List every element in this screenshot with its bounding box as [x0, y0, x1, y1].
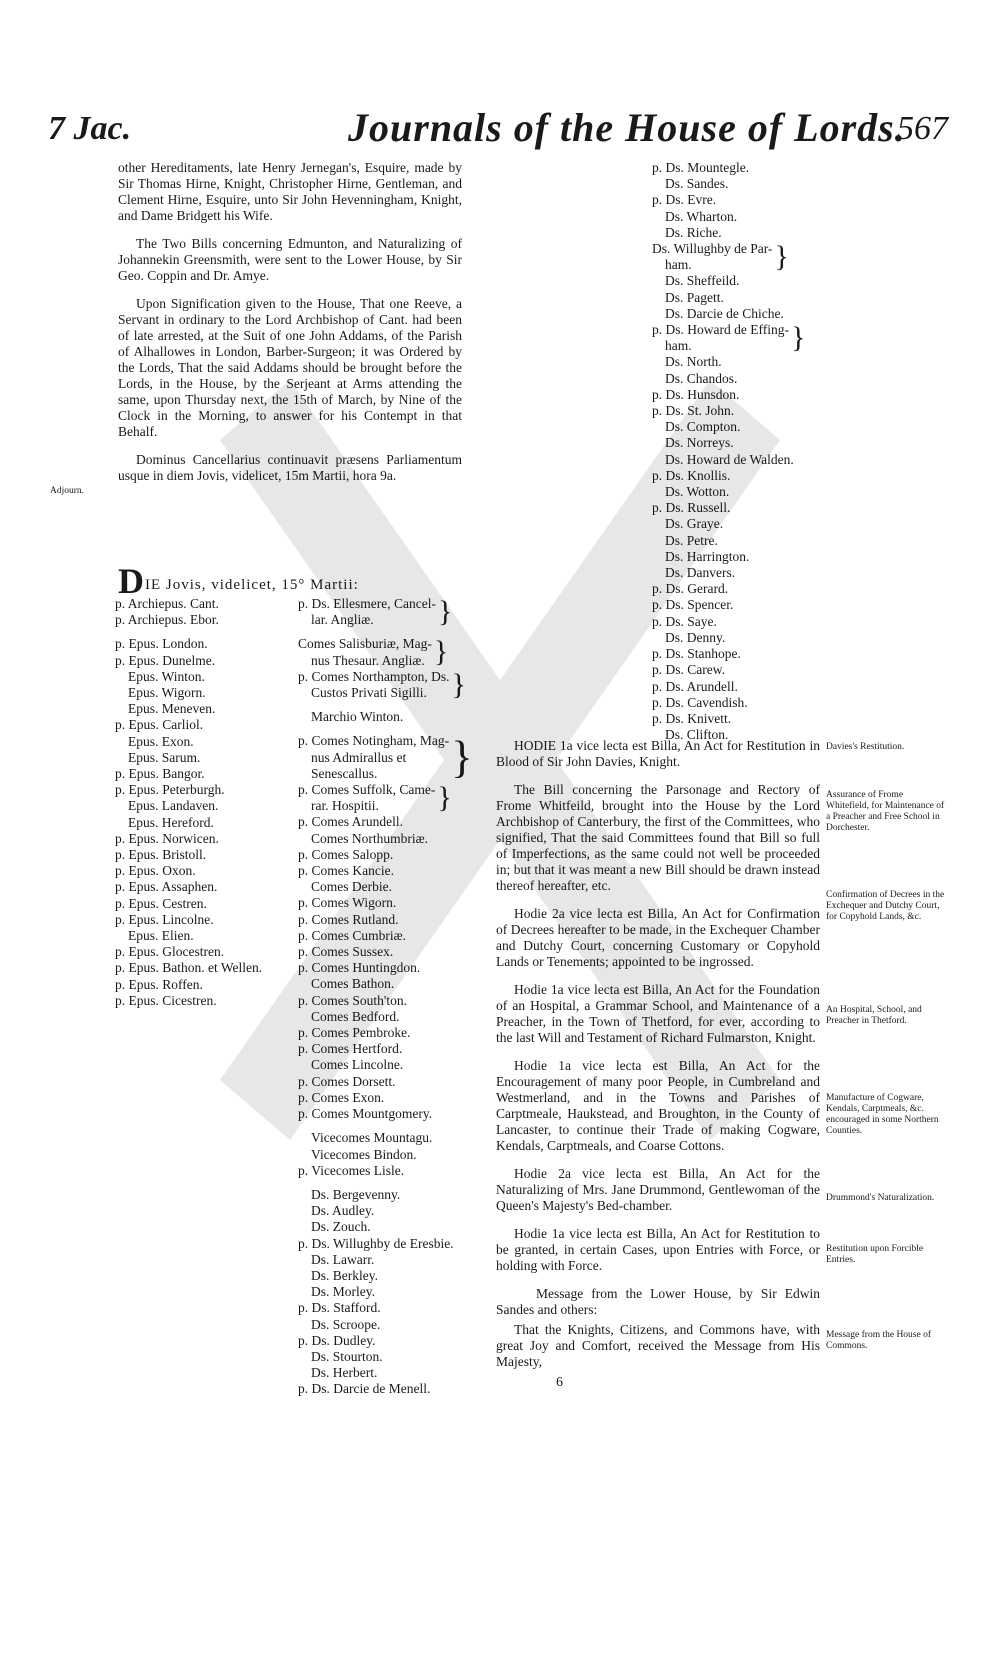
attendance-entry: p. Comes Kancie.	[298, 863, 394, 879]
attendance-entry: Epus. Sarum.	[128, 749, 201, 765]
attendance-entry: Ds. Norreys.	[665, 435, 734, 451]
attendance-entry: Comes Northumbriæ.	[311, 830, 428, 846]
attendance-entry: Ds. Zouch.	[311, 1219, 371, 1235]
attendance-entry: Ds. Riche.	[665, 224, 722, 240]
attendance-entry: p. Epus. Bathon. et Wellen.	[115, 960, 263, 976]
attendance-entry: Comes Bedford.	[311, 1008, 400, 1024]
attendance-entry: p. Ds. Stanhope.	[652, 646, 741, 662]
attendance-entry: Ds. Pagett.	[665, 289, 724, 305]
header-title: Journals of the House of Lords.	[348, 105, 906, 150]
attendance-entry: p. Comes Huntingdon.	[298, 960, 421, 976]
attendance-entry: p. Ds. Cavendish.	[652, 694, 748, 710]
attendance-entry: p. Comes Mountgomery.	[298, 1106, 433, 1122]
attendance-entry: p. Comes Wigorn.	[298, 895, 397, 911]
attendance-entry: p. Vicecomes Lisle.	[298, 1162, 405, 1178]
attendance-entry: p. Epus. Lincolne.	[115, 911, 214, 927]
attendance-entry: p. Epus. Carliol.	[115, 717, 204, 733]
paragraph-davies: HODIE 1a vice lecta est Billa, An Act for Restitution in Blood of Sir John Davies, Knight.	[496, 738, 820, 769]
attendance-entry: Ds. Danvers.	[665, 565, 736, 581]
attendance-entry: p. Ds. Knivett.	[652, 710, 732, 726]
attendance-entry: Ds. Graye.	[665, 516, 724, 532]
attendance-entry: p. Comes Dorsett.	[298, 1073, 396, 1089]
attendance-entry: Ds. Denny.	[665, 629, 726, 645]
attendance-entry: Epus. Meneven.	[128, 701, 216, 717]
attendance-list-lords	[298, 596, 473, 1398]
attendance-entry: p. Archiepus. Cant.	[115, 596, 219, 611]
paragraph-restitution: Hodie 1a vice lecta est Billa, An Act for Restitution to be granted, in certain Cases, upon Entries with Force, or holding with Force.	[496, 1226, 820, 1273]
attendance-entry: Ds. Darcie de Chiche.	[665, 305, 784, 321]
header-regnal-year: 7 Jac.	[48, 110, 132, 147]
attendance-entry: p. Ds. Willughby de Eresbie.	[298, 1235, 454, 1251]
attendance-entry: p. Ds. Saye.	[652, 613, 717, 629]
attendance-entry: p. Epus. Cicestren.	[115, 992, 217, 1008]
attendance-entry: p. Ds. Howard de Effing- ham. }	[652, 321, 806, 355]
attendance-entry: p. Comes Exon.	[298, 1089, 385, 1105]
paragraph-thetford: Hodie 1a vice lecta est Billa, An Act for the Foundation of an Hospital, a Grammar School, and Maintenance of a Preacher, in the Town of Thetford, for ever, according to the last Will and Testament of Richard Fulmarston, Knight.	[496, 982, 820, 1045]
attendance-entry: Ds. Berkley.	[311, 1267, 378, 1283]
attendance-list-bishops	[115, 596, 262, 1009]
attendance-entry: Marchio Winton.	[311, 709, 404, 725]
attendance-entry: Epus. Hereford.	[128, 814, 214, 830]
attendance-entry: p. Epus. Bangor.	[115, 766, 205, 782]
attendance-entry: p. Epus. Glocestren.	[115, 944, 225, 960]
attendance-list-barons	[652, 160, 805, 743]
attendance-entry: p. Ds. Mountegle.	[652, 160, 750, 175]
attendance-entry: Comes Salisburiæ, Mag- nus Thesaur. Angliæ. }	[298, 635, 449, 669]
attendance-entry: p. Ds. Darcie de Menell.	[298, 1381, 431, 1397]
side-note-commons: Message from the House of Commons.	[826, 1330, 932, 1351]
attendance-entry: p. Epus. Roffen.	[115, 976, 203, 992]
side-note-restitution: Restitution upon Forcible Entries.	[826, 1244, 924, 1265]
attendance-entry: Epus. Exon.	[128, 733, 194, 749]
attendance-entry: Ds. Harrington.	[665, 548, 750, 564]
attendance-entry: p. Comes Suffolk, Came- rar. Hospitii. }	[298, 781, 452, 815]
side-note-cogware: Manufacture of Cogware, Kendals, Carptmeals, &c. encouraged in some Northern Counties.	[826, 1093, 939, 1136]
left-text-block	[118, 160, 462, 496]
paragraph-message: Message from the Lower House, by Sir Edwin Sandes and others:	[496, 1286, 820, 1317]
attendance-entry: Epus. Winton.	[128, 668, 205, 684]
attendance-entry: p. Comes Salopp.	[298, 846, 394, 862]
attendance-entry: Ds. Willughby de Par- ham. }	[652, 240, 789, 274]
attendance-entry: p. Epus. Norwicen.	[115, 830, 219, 846]
attendance-entry: Ds. Sheffeild.	[665, 273, 740, 289]
attendance-entry: p. Ds. Arundell.	[652, 678, 738, 694]
side-note-davies: Davies's Restitution.	[826, 742, 905, 752]
attendance-entry: Ds. Scroope.	[311, 1316, 381, 1332]
attendance-entry: Ds. Lawarr.	[311, 1251, 375, 1267]
paragraph-cogware: Hodie 1a vice lecta est Billa, An Act for the Encouragement of many poor People, in Cumbreland and Westmerland, and in the Towns and Parishes of Carptmeale, Haukstead, and Broughton, in the County of Lancaster, to continue their Trade of making Cogware, Kendals, Carptmeals, and Coarse Cottons.	[496, 1058, 820, 1153]
attendance-entry: Ds. Sandes.	[665, 176, 729, 192]
attendance-entry: p. Comes Sussex.	[298, 944, 394, 960]
attendance-entry: Ds. Clifton.	[665, 727, 729, 743]
paragraph-adjournment: Dominus Cancellarius continuavit præsens Parliamentum usque in diem Jovis, videlicet, 15m Martii, hora 9a.	[118, 452, 462, 483]
attendance-entry: p. Ds. Dudley.	[298, 1332, 376, 1348]
attendance-entry: Ds. Morley.	[311, 1284, 375, 1300]
paragraph-two-bills: The Two Bills concerning Edmunton, and Naturalizing of Johannekin Greensmith, were sent to the Lower House, by Sir Geo. Coppin and Dr. Amye.	[118, 236, 462, 283]
attendance-entry: p. Comes South'ton.	[298, 992, 407, 1008]
attendance-entry: Ds. Compton.	[665, 419, 741, 435]
paragraph-hereditaments: other Hereditaments, late Henry Jernegan's, Esquire, made by Sir Thomas Hirne, Knight, Christopher Hirne, Gentleman, and Clement Hirne, Esquire, unto Sir John Hevenningham, Knight, and Dame Bridgett his Wife.	[118, 160, 462, 223]
attendance-entry: p. Epus. London.	[115, 636, 208, 652]
attendance-entry: Ds. Howard de Walden.	[665, 451, 794, 467]
attendance-entry: Ds. Herbert.	[311, 1365, 378, 1381]
attendance-entry: Ds. Wharton.	[665, 208, 738, 224]
attendance-entry: Comes Bathon.	[311, 976, 395, 992]
attendance-entry: Epus. Landaven.	[128, 798, 219, 814]
paragraph-reeve-arrest: Upon Signification given to the House, That one Reeve, a Servant in ordinary to the Lord Archbishop of Cant. had been of late arrested, at the Suit of one John Addams, of the Parish of Alhallowes in London, Barber-Surgeon; it was Ordered by the Lords, That the said Addams should be brought before the Lords, in the House, by the Serjeant at Arms attending the same, upon Thursday next, the 15th of March, by Nine of the Clock in the Morning, to answer for his Contempt in that Behalf.	[118, 296, 462, 439]
attendance-entry: Vicecomes Bindon.	[311, 1146, 417, 1162]
attendance-entry: p. Comes Cumbriæ.	[298, 927, 407, 943]
paragraph-decrees: Hodie 2a vice lecta est Billa, An Act for Confirmation of Decrees hereafter to be made, in the Exchequer Chamber and Dutchy Court, concerning Customary or Copyhold Lands or Tenements; appointed to be ingrossed.	[496, 906, 820, 969]
side-note-drummond: Drummond's Naturalization.	[826, 1193, 935, 1203]
side-note-thetford: An Hospital, School, and Preacher in Thetford.	[826, 1005, 922, 1026]
paragraph-drummond: Hodie 2a vice lecta est Billa, An Act for the Naturalizing of Mrs. Jane Drummond, Gentlewoman of the Queen's Majesty's Bed-chamber.	[496, 1166, 820, 1213]
page-header	[48, 104, 948, 156]
attendance-entry: p. Ds. Carew.	[652, 662, 725, 678]
attendance-entry: p. Archiepus. Ebor.	[115, 612, 219, 628]
attendance-entry: Epus. Elien.	[128, 928, 194, 944]
attendance-entry: p. Ds. Stafford.	[298, 1300, 381, 1316]
attendance-entry: p. Comes Rutland.	[298, 911, 399, 927]
attendance-entry: Vicecomes Mountagu.	[311, 1130, 433, 1146]
attendance-entry: p. Epus. Cestren.	[115, 895, 207, 911]
side-note-frome: Assurance of Frome Whitefield, for Maintenance of a Preacher and Free School in Dorchester.	[826, 790, 945, 833]
attendance-entry: Ds. Stourton.	[311, 1348, 383, 1364]
attendance-entry: p. Ds. Spencer.	[652, 597, 734, 613]
signature-mark: 6	[556, 1375, 563, 1390]
right-text-block	[496, 738, 820, 1382]
attendance-entry: Comes Lincolne.	[311, 1057, 404, 1073]
page-number: 567	[897, 110, 948, 147]
attendance-entry: p. Epus. Dunelme.	[115, 652, 216, 668]
attendance-entry: p. Comes Pembroke.	[298, 1025, 411, 1041]
attendance-entry: Ds. Wotton.	[665, 484, 730, 500]
attendance-entry: Epus. Wigorn.	[128, 685, 206, 701]
side-note-adjourn: Adjourn.	[50, 486, 85, 496]
attendance-entry: p. Ds. Gerard.	[652, 581, 729, 597]
attendance-entry: Ds. Petre.	[665, 532, 718, 548]
attendance-entry: p. Comes Arundell.	[298, 814, 403, 830]
attendance-entry: p. Epus. Assaphen.	[115, 879, 218, 895]
side-note-decrees: Confirmation of Decrees in the Exchequer and Dutchy Court, for Copyhold Lands, &c.	[826, 890, 945, 922]
attendance-entry: Ds. Audley.	[311, 1203, 375, 1219]
attendance-entry: p. Ds. Russell.	[652, 500, 731, 516]
attendance-entry: p. Epus. Oxon.	[115, 863, 196, 879]
attendance-entry: p. Ds. Ellesmere, Cancel- lar. Angliæ. }	[298, 595, 453, 628]
attendance-entry: Ds. Bergevenny.	[311, 1186, 401, 1202]
attendance-entry: p. Comes Northampton, Ds. Custos Privati Sigilli. }	[298, 667, 466, 701]
paragraph-frome: The Bill concerning the Parsonage and Rectory of Frome Whitfeild, brought into the House by the Lord Archbishop of Canterbury, the first of the Committees, who signified, That the said Committees found that Bill so full of Imperfections, as the same could not well be proceeded in; but that it was meant a new Bill should be drawn instead thereof hereafter, etc.	[496, 782, 820, 893]
attendance-entry: p. Comes Hertford.	[298, 1041, 403, 1057]
attendance-entry: p. Epus. Bristoll.	[115, 847, 207, 863]
die-heading-text: IE Jovis, videlicet, 15° Martii:	[145, 577, 359, 593]
attendance-entry: p. Epus. Peterburgh.	[115, 782, 225, 798]
attendance-entry: p. Ds. Knollis.	[652, 467, 731, 483]
attendance-entry: Comes Derbie.	[311, 879, 392, 895]
drop-cap: D	[118, 561, 145, 601]
attendance-entry: p. Ds. St. John.	[652, 403, 735, 419]
attendance-entry: Ds. Chandos.	[665, 370, 738, 386]
paragraph-knights: That the Knights, Citizens, and Commons have, with great Joy and Comfort, received the Message from His Majesty,	[496, 1322, 820, 1369]
attendance-entry: p. Ds. Evre.	[652, 192, 717, 208]
attendance-entry: p. Comes Notingham, Mag- nus Admirallus et Senescallus. }	[298, 732, 473, 783]
attendance-entry: Ds. North.	[665, 354, 722, 370]
attendance-entry: p. Ds. Hunsdon.	[652, 386, 740, 402]
